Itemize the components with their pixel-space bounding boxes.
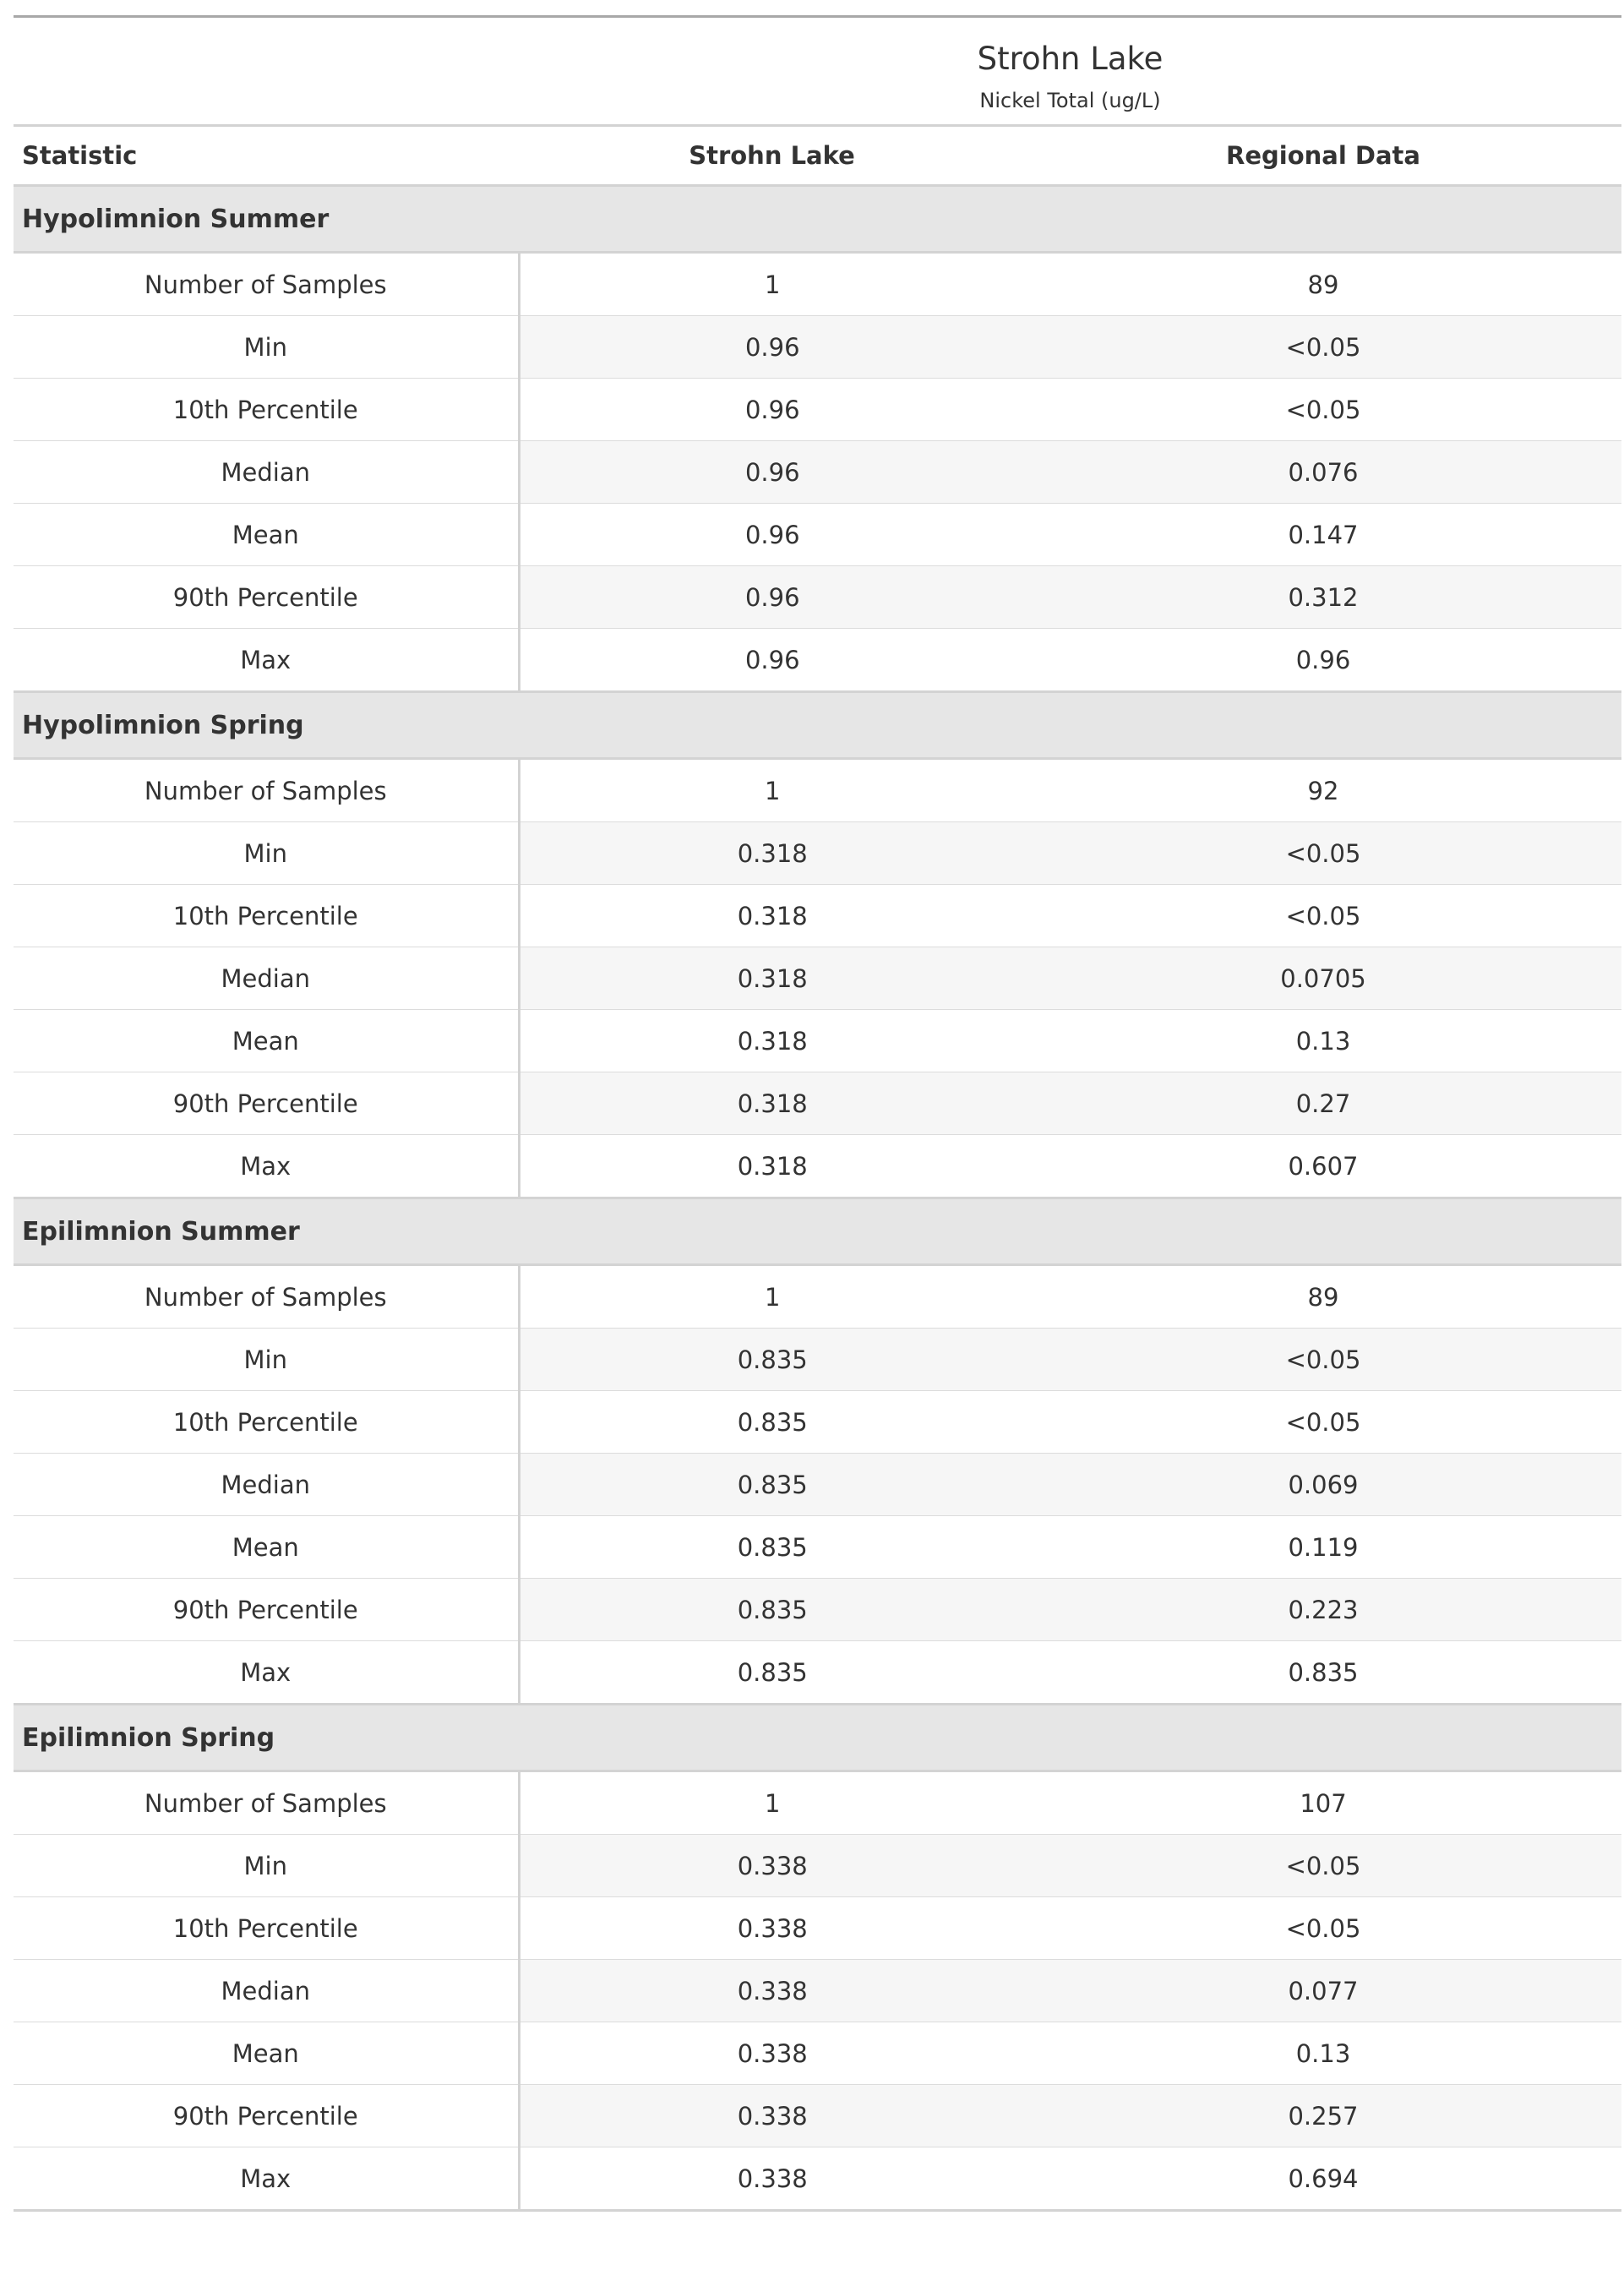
group-header-row <box>14 186 1621 253</box>
table-row <box>14 1265 1621 1329</box>
statistic-cell: Mean <box>14 504 519 566</box>
regional-value-cell: 0.312 <box>1025 566 1621 629</box>
statistic-cell: Median <box>14 947 519 1010</box>
table-row <box>14 1641 1621 1705</box>
statistic-cell: 90th Percentile <box>14 2085 519 2147</box>
summary-table-container <box>14 15 1621 2212</box>
lake-value-cell: 0.96 <box>519 379 1025 441</box>
group-header-row <box>14 692 1621 759</box>
table-row <box>14 1960 1621 2022</box>
regional-value-cell: 107 <box>1025 1771 1621 1835</box>
regional-value-cell: 92 <box>1025 759 1621 822</box>
statistic-cell: Min <box>14 822 519 885</box>
regional-value-cell: 0.069 <box>1025 1454 1621 1516</box>
regional-value-cell: 0.694 <box>1025 2147 1621 2211</box>
regional-value-cell: 0.0705 <box>1025 947 1621 1010</box>
group-header-row <box>14 1705 1621 1771</box>
lake-value-cell: 0.96 <box>519 316 1025 379</box>
regional-value-cell: 0.257 <box>1025 2085 1621 2147</box>
table-row <box>14 379 1621 441</box>
lake-value-cell: 0.96 <box>519 441 1025 504</box>
statistic-cell: Median <box>14 441 519 504</box>
regional-value-cell: 89 <box>1025 1265 1621 1329</box>
table-row <box>14 1329 1621 1391</box>
lake-value-cell: 0.835 <box>519 1454 1025 1516</box>
lake-value-cell: 1 <box>519 1771 1025 1835</box>
lake-value-cell: 0.835 <box>519 1579 1025 1641</box>
statistic-cell: Median <box>14 1960 519 2022</box>
column-header-row <box>14 126 1621 186</box>
regional-value-cell: 89 <box>1025 253 1621 316</box>
table-body <box>14 186 1621 2211</box>
table-row <box>14 1391 1621 1454</box>
group-label: Epilimnion Spring <box>14 1705 1621 1771</box>
regional-value-cell: <0.05 <box>1025 1835 1621 1897</box>
table-row <box>14 1897 1621 1960</box>
column-header-regional: Regional Data <box>1025 126 1621 186</box>
statistic-cell: Mean <box>14 2022 519 2085</box>
group-header-row <box>14 1198 1621 1265</box>
regional-value-cell: <0.05 <box>1025 822 1621 885</box>
statistic-cell: Mean <box>14 1516 519 1579</box>
lake-value-cell: 0.338 <box>519 2022 1025 2085</box>
lake-value-cell: 0.318 <box>519 822 1025 885</box>
lake-value-cell: 0.318 <box>519 1072 1025 1135</box>
lake-value-cell: 0.835 <box>519 1516 1025 1579</box>
column-header-statistic: Statistic <box>14 126 519 186</box>
column-header-lake: Strohn Lake <box>519 126 1025 186</box>
statistic-cell: Min <box>14 316 519 379</box>
statistic-cell: 10th Percentile <box>14 379 519 441</box>
statistic-cell: Median <box>14 1454 519 1516</box>
regional-value-cell: 0.119 <box>1025 1516 1621 1579</box>
table-head <box>14 17 1621 186</box>
lake-value-cell: 0.338 <box>519 1897 1025 1960</box>
lake-value-cell: 0.338 <box>519 2147 1025 2211</box>
lake-value-cell: 1 <box>519 759 1025 822</box>
regional-value-cell: <0.05 <box>1025 1391 1621 1454</box>
summary-statistics-table <box>14 15 1621 2212</box>
statistic-cell: Number of Samples <box>14 1265 519 1329</box>
regional-value-cell: 0.27 <box>1025 1072 1621 1135</box>
statistic-cell: 10th Percentile <box>14 885 519 947</box>
regional-value-cell: 0.077 <box>1025 1960 1621 2022</box>
regional-value-cell: 0.607 <box>1025 1135 1621 1198</box>
statistic-cell: 90th Percentile <box>14 1579 519 1641</box>
table-row <box>14 1454 1621 1516</box>
lake-value-cell: 0.835 <box>519 1391 1025 1454</box>
statistic-cell: Max <box>14 2147 519 2211</box>
table-row <box>14 629 1621 692</box>
table-row <box>14 2085 1621 2147</box>
regional-value-cell: <0.05 <box>1025 1897 1621 1960</box>
lake-value-cell: 0.835 <box>519 1329 1025 1391</box>
lake-value-cell: 0.318 <box>519 1135 1025 1198</box>
table-row <box>14 2147 1621 2211</box>
group-label: Hypolimnion Spring <box>14 692 1621 759</box>
statistic-cell: Mean <box>14 1010 519 1072</box>
regional-value-cell: 0.147 <box>1025 504 1621 566</box>
regional-value-cell: 0.96 <box>1025 629 1621 692</box>
lake-value-cell: 0.338 <box>519 2085 1025 2147</box>
regional-value-cell: 0.13 <box>1025 2022 1621 2085</box>
table-row <box>14 1771 1621 1835</box>
regional-value-cell: 0.223 <box>1025 1579 1621 1641</box>
table-row <box>14 822 1621 885</box>
statistic-cell: Number of Samples <box>14 253 519 316</box>
lake-value-cell: 0.338 <box>519 1960 1025 2022</box>
lake-value-cell: 0.96 <box>519 504 1025 566</box>
statistic-cell: Number of Samples <box>14 759 519 822</box>
lake-value-cell: 0.835 <box>519 1641 1025 1705</box>
regional-value-cell: 0.076 <box>1025 441 1621 504</box>
statistic-cell: 10th Percentile <box>14 1897 519 1960</box>
table-row <box>14 1072 1621 1135</box>
table-subtitle-row <box>14 77 1621 126</box>
statistic-cell: Max <box>14 629 519 692</box>
statistic-cell: Min <box>14 1835 519 1897</box>
statistic-cell: Number of Samples <box>14 1771 519 1835</box>
regional-value-cell: <0.05 <box>1025 316 1621 379</box>
table-row <box>14 1010 1621 1072</box>
table-row <box>14 566 1621 629</box>
table-row <box>14 1516 1621 1579</box>
table-row <box>14 504 1621 566</box>
statistic-cell: 90th Percentile <box>14 566 519 629</box>
lake-value-cell: 0.338 <box>519 1835 1025 1897</box>
table-row <box>14 253 1621 316</box>
table-row <box>14 885 1621 947</box>
statistic-cell: 90th Percentile <box>14 1072 519 1135</box>
group-label: Hypolimnion Summer <box>14 186 1621 253</box>
statistic-cell: 10th Percentile <box>14 1391 519 1454</box>
regional-value-cell: <0.05 <box>1025 885 1621 947</box>
table-row <box>14 1579 1621 1641</box>
statistic-cell: Min <box>14 1329 519 1391</box>
table-title-row <box>14 17 1621 78</box>
lake-value-cell: 0.96 <box>519 629 1025 692</box>
table-row <box>14 947 1621 1010</box>
lake-value-cell: 1 <box>519 1265 1025 1329</box>
regional-value-cell: <0.05 <box>1025 1329 1621 1391</box>
table-row <box>14 2022 1621 2085</box>
table-row <box>14 441 1621 504</box>
lake-value-cell: 0.318 <box>519 947 1025 1010</box>
lake-value-cell: 1 <box>519 253 1025 316</box>
lake-value-cell: 0.318 <box>519 885 1025 947</box>
regional-value-cell: 0.13 <box>1025 1010 1621 1072</box>
table-title: Strohn Lake <box>977 41 1164 77</box>
lake-value-cell: 0.318 <box>519 1010 1025 1072</box>
table-row <box>14 316 1621 379</box>
statistic-cell: Max <box>14 1641 519 1705</box>
lake-value-cell: 0.96 <box>519 566 1025 629</box>
group-label: Epilimnion Summer <box>14 1198 1621 1265</box>
statistic-cell: Max <box>14 1135 519 1198</box>
table-subtitle: Nickel Total (ug/L) <box>519 77 1621 126</box>
table-row <box>14 759 1621 822</box>
table-row <box>14 1135 1621 1198</box>
regional-value-cell: 0.835 <box>1025 1641 1621 1705</box>
table-row <box>14 1835 1621 1897</box>
regional-value-cell: <0.05 <box>1025 379 1621 441</box>
